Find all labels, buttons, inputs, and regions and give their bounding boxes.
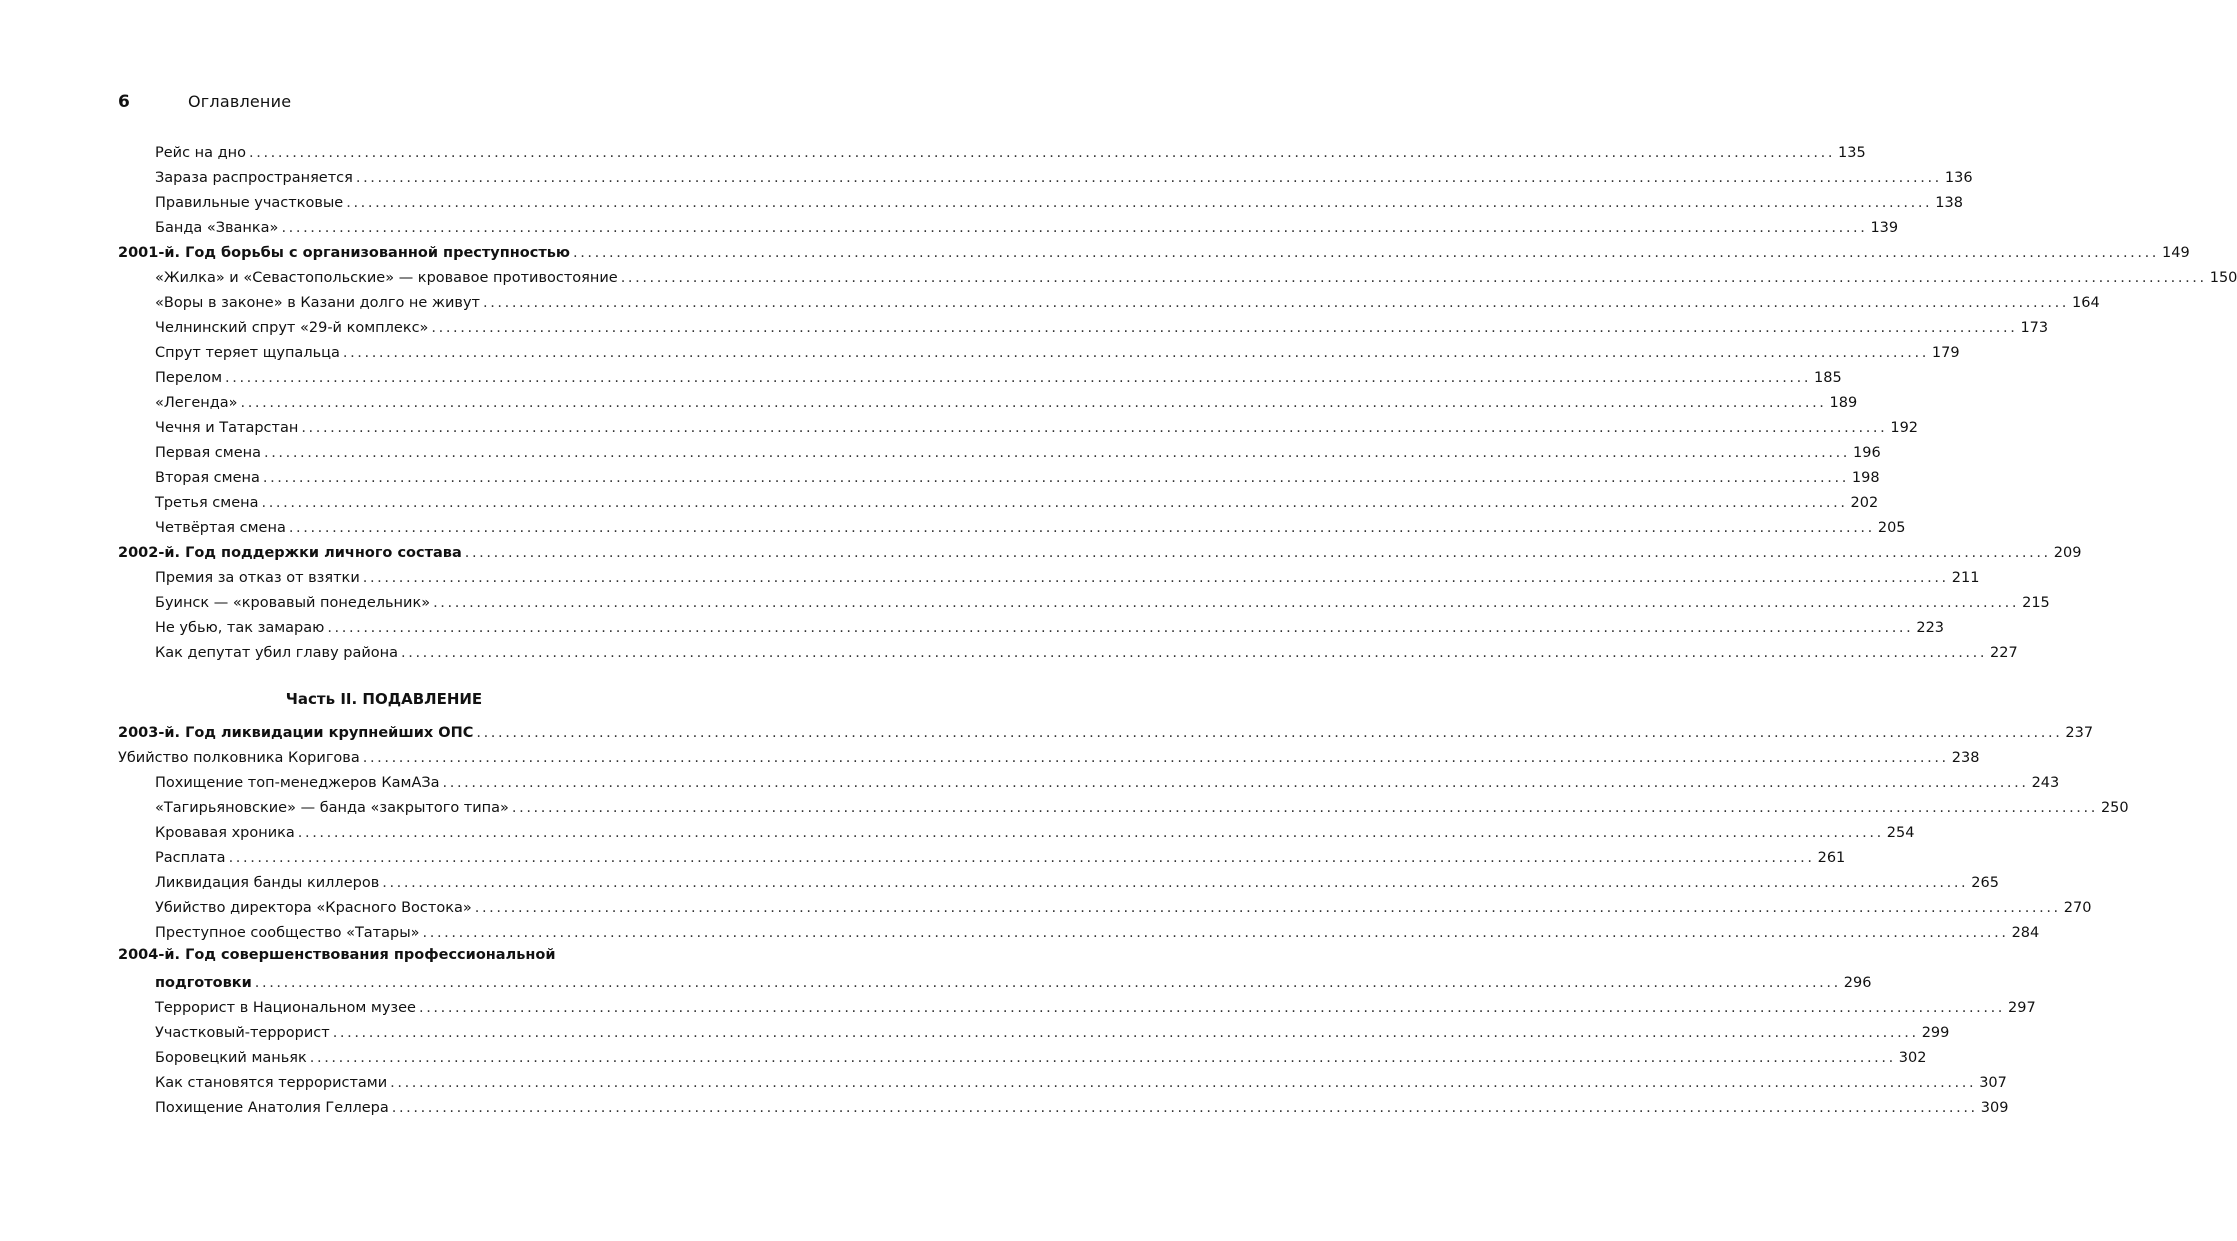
toc-entry	[155, 917, 2040, 942]
toc-entry	[155, 1017, 1950, 1042]
part-title: Часть II. ПОДАВЛЕНИЕ	[285, 690, 483, 708]
toc-entry	[118, 537, 2082, 562]
toc-entry-title: Расплата	[155, 850, 226, 866]
toc-entry-page: 209	[2053, 545, 2082, 561]
leader-dots: ............................................................................................................................................................................................................................	[262, 470, 1849, 486]
toc-entry-title: Как становятся террористами	[155, 1075, 388, 1091]
leader-dots: ............................................................................................................................................................................................................................	[362, 570, 1949, 586]
leader-dots: ............................................................................................................................................................................................................................	[433, 595, 2020, 611]
toc-entry	[155, 362, 1842, 387]
toc-entry	[155, 387, 1858, 412]
toc-entry-page: 138	[1935, 195, 1963, 211]
toc-entry-page: 164	[2072, 295, 2100, 311]
toc-entry-title-line1: 2004-й. Год совершенствования профессиональной	[118, 947, 556, 963]
leader-dots: ............................................................................................................................................................................................................................	[355, 170, 1942, 186]
toc-entry-title: Буинск — «кровавый понедельник»	[155, 595, 431, 611]
leader-dots: ............................................................................................................................................................................................................................	[422, 925, 2009, 941]
toc-entry-page: 250	[2100, 800, 2129, 816]
toc-entry-page: 296	[1843, 975, 1872, 991]
toc-entry	[118, 717, 2094, 742]
toc-entry-page: 265	[1971, 875, 1999, 891]
toc-entry	[155, 412, 1919, 437]
toc-entry	[155, 1092, 2009, 1117]
toc-entry-page: 202	[1850, 495, 1879, 511]
leader-dots: ............................................................................................................................................................................................................................	[281, 220, 1868, 236]
toc-entry	[155, 892, 2092, 917]
toc-entry-page: 261	[1817, 850, 1846, 866]
toc-entry	[155, 562, 1980, 587]
toc-entry	[155, 187, 1963, 212]
toc-entry-page: 307	[1979, 1075, 2007, 1091]
leader-dots: ............................................................................................................................................................................................................................	[249, 145, 1836, 161]
toc-entry-title: Перелом	[155, 370, 223, 386]
toc-entry-title: Как депутат убил главу района	[155, 645, 399, 661]
toc-entry-title: подготовки	[155, 975, 252, 991]
leader-dots: ............................................................................................................................................................................................................................	[264, 445, 1851, 461]
toc-entry-page: 215	[2022, 595, 2050, 611]
toc-entry-title: «Жилка» и «Севастопольские» — кровавое противостояние	[155, 270, 618, 286]
toc-entry	[155, 312, 2049, 337]
toc-entry-page: 223	[1916, 620, 1945, 636]
toc-entry-page: 309	[1980, 1100, 2009, 1116]
toc-entry	[155, 587, 2050, 612]
toc-entry-page: 302	[1898, 1050, 1927, 1066]
toc-entry	[155, 867, 1999, 892]
toc-entry-page: 189	[1829, 395, 1858, 411]
toc-entry	[118, 742, 1980, 767]
leader-dots: ............................................................................................................................................................................................................................	[288, 520, 1875, 536]
leader-dots: ............................................................................................................................................................................................................................	[261, 495, 1848, 511]
toc-entry-page: 139	[1870, 220, 1899, 236]
toc-entry	[155, 512, 1906, 537]
leader-dots: ............................................................................................................................................................................................................................	[401, 645, 1988, 661]
toc-entry-page: 299	[1921, 1025, 1950, 1041]
leader-dots: ............................................................................................................................................................................................................................	[225, 370, 1812, 386]
toc-entry	[155, 287, 2100, 312]
toc-entry-title: Четвёртая смена	[155, 520, 286, 536]
toc-entry	[118, 237, 2190, 262]
toc-entry-title: 2002-й. Год поддержки личного состава	[118, 545, 462, 561]
toc-entry	[155, 792, 2129, 817]
toc-entry-title: Чечня и Татарстан	[155, 420, 299, 436]
toc-entry-title: «Воры в законе» в Казани долго не живут	[155, 295, 480, 311]
toc-entry-page: 205	[1877, 520, 1906, 536]
toc-entry-page: 211	[1951, 570, 1980, 586]
page-number: 6	[118, 92, 130, 112]
leader-dots: ............................................................................................................................................................................................................................	[573, 245, 2160, 261]
leader-dots: ............................................................................................................................................................................................................................	[511, 800, 2098, 816]
toc-entry-page: 284	[2011, 925, 2040, 941]
leader-dots: ............................................................................................................................................................................................................................	[228, 850, 1815, 866]
toc-entry-title: Боровецкий маньяк	[155, 1050, 307, 1066]
toc-entry-page: 238	[1951, 750, 1980, 766]
leader-dots: ............................................................................................................................................................................................................................	[240, 395, 1827, 411]
toc-entry-page: 237	[2065, 725, 2094, 741]
leader-dots: ............................................................................................................................................................................................................................	[418, 1000, 2005, 1016]
toc-entry-page: 196	[1853, 445, 1881, 461]
toc-entry-page: 150	[2209, 270, 2237, 286]
toc-entry-page: 270	[2063, 900, 2092, 916]
toc-entry-title: Кровавая хроника	[155, 825, 295, 841]
leader-dots: ............................................................................................................................................................................................................................	[476, 725, 2063, 741]
toc-entry-title: Челнинский спрут «29-й комплекс»	[155, 320, 429, 336]
toc-entry-title: Премия за отказ от взятки	[155, 570, 360, 586]
toc-entry	[155, 262, 2237, 287]
toc-entry-title: 2003-й. Год ликвидации крупнейших ОПС	[118, 725, 474, 741]
toc-entry	[155, 817, 1915, 842]
toc-entry	[155, 337, 1960, 362]
toc-entry-title: Третья смена	[155, 495, 259, 511]
toc-entry-title: Рейс на дно	[155, 145, 247, 161]
toc-entry-page: 179	[1931, 345, 1960, 361]
leader-dots: ............................................................................................................................................................................................................................	[390, 1075, 1977, 1091]
toc-entry	[155, 767, 2060, 792]
leader-dots: ............................................................................................................................................................................................................................	[431, 320, 2018, 336]
toc-entry	[155, 1067, 2007, 1092]
leader-dots: ............................................................................................................................................................................................................................	[620, 270, 2207, 286]
toc-entry	[155, 992, 2036, 1017]
toc-entry-page: 135	[1838, 145, 1866, 161]
toc-entry-page: 198	[1851, 470, 1880, 486]
toc-entry-page: 254	[1886, 825, 1915, 841]
toc-entry	[155, 1042, 1927, 1067]
leader-dots: ............................................................................................................................................................................................................................	[483, 295, 2070, 311]
toc-entry-title: Похищение топ-менеджеров КамАЗа	[155, 775, 440, 791]
toc-entry	[155, 637, 2018, 662]
leader-dots: ............................................................................................................................................................................................................................	[346, 195, 1933, 211]
leader-dots: ............................................................................................................................................................................................................................	[391, 1100, 1978, 1116]
toc-entry	[155, 487, 1879, 512]
toc-entry-title: «Тагирьяновские» — банда «закрытого типа»	[155, 800, 509, 816]
toc-entry-title: Преступное сообщество «Татары»	[155, 925, 420, 941]
toc-entry-title: Спрут теряет щупальца	[155, 345, 340, 361]
toc-entry-page: 185	[1814, 370, 1842, 386]
leader-dots: ............................................................................................................................................................................................................................	[464, 545, 2051, 561]
toc-entry	[155, 437, 1881, 462]
toc-entry-title: Убийство директора «Красного Востока»	[155, 900, 472, 916]
toc-entry	[155, 212, 1899, 237]
leader-dots: ............................................................................................................................................................................................................................	[297, 825, 1884, 841]
toc-entry-page: 297	[2008, 1000, 2036, 1016]
toc-entry-page: 136	[1944, 170, 1973, 186]
leader-dots: ............................................................................................................................................................................................................................	[254, 975, 1841, 991]
toc-entry	[155, 612, 1945, 637]
toc-entry-title: Убийство полковника Коригова	[118, 750, 360, 766]
toc-entry	[155, 162, 1973, 187]
toc-entry	[155, 967, 1872, 992]
leader-dots: ............................................................................................................................................................................................................................	[327, 620, 1914, 636]
toc-entry-title: Зараза распространяется	[155, 170, 353, 186]
toc-entry-title: «Легенда»	[155, 395, 238, 411]
toc-entry	[155, 137, 1866, 162]
toc-entry	[155, 462, 1880, 487]
leader-dots: ............................................................................................................................................................................................................................	[332, 1025, 1919, 1041]
leader-dots: ............................................................................................................................................................................................................................	[362, 750, 1949, 766]
toc-entry-title: Террорист в Национальном музее	[155, 1000, 416, 1016]
toc-entry-title: Вторая смена	[155, 470, 260, 486]
toc-entry-page: 227	[1990, 645, 2018, 661]
toc-entry	[155, 842, 1846, 867]
page-header	[118, 92, 291, 116]
leader-dots: ............................................................................................................................................................................................................................	[301, 420, 1888, 436]
leader-dots: ............................................................................................................................................................................................................................	[474, 900, 2061, 916]
leader-dots: ............................................................................................................................................................................................................................	[309, 1050, 1896, 1066]
toc-entry-page: 192	[1890, 420, 1919, 436]
toc-entry-page: 173	[2020, 320, 2049, 336]
toc-entry-title: Похищение Анатолия Геллера	[155, 1100, 389, 1116]
leader-dots: ............................................................................................................................................................................................................................	[382, 875, 1969, 891]
leader-dots: ............................................................................................................................................................................................................................	[342, 345, 1929, 361]
toc-entry-title: Участковый-террорист	[155, 1025, 330, 1041]
toc-entry-page: 149	[2162, 245, 2190, 261]
running-title: Оглавление	[188, 92, 292, 111]
toc-entry-title: 2001-й. Год борьбы с организованной преступностью	[118, 245, 570, 261]
toc-entry-title: Первая смена	[155, 445, 261, 461]
leader-dots: ............................................................................................................................................................................................................................	[442, 775, 2029, 791]
toc-entry-title: Ликвидация банды киллеров	[155, 875, 380, 891]
toc-entry-page: 243	[2031, 775, 2060, 791]
toc-entry-title: Правильные участковые	[155, 195, 344, 211]
toc-entry-title: Банда «Званка»	[155, 220, 279, 236]
toc-entry-title: Не убью, так замараю	[155, 620, 325, 636]
